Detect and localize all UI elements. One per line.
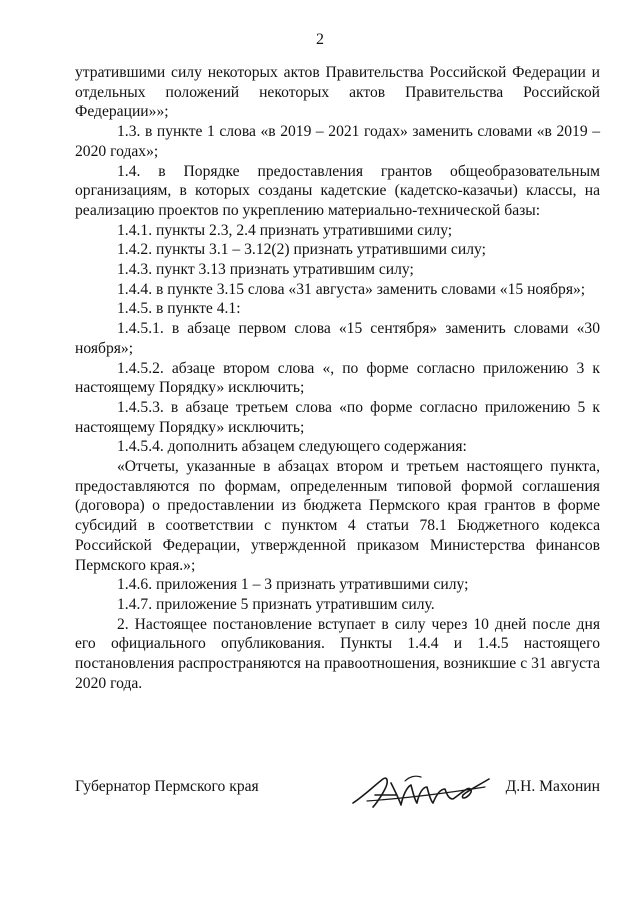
paragraph-1-4-3: 1.4.3. пункт 3.13 признать утратившим силу; bbox=[117, 261, 414, 279]
paragraph-1-4-5-4: 1.4.5.4. дополнить абзацем следующего содержания: bbox=[117, 438, 467, 456]
paragraph-2: 2. Настоящее постановление вступает в силу через 10 дней после дня его официального опубликования. Пункты 1.4.4 и 1.4.5 настоящего постановления распространяются на правоотношения, возникшие с 31 августа 2020 года. bbox=[75, 615, 600, 692]
paragraph-1-4-7: 1.4.7. приложение 5 признать утратившим силу. bbox=[117, 595, 435, 613]
handwritten-signature bbox=[345, 765, 495, 815]
signatory-position: Губернатор Пермского края bbox=[75, 778, 259, 795]
signatory-name: Д.Н. Махонин bbox=[505, 778, 600, 795]
paragraph-1-3: 1.3. в пункте 1 слова «в 2019 – 2021 годах» заменить словами «в 2019 – 2020 годах»; bbox=[75, 123, 600, 160]
paragraph-1-4-5-1: 1.4.5.1. в абзаце первом слова «15 сентября» заменить словами «30 ноября»; bbox=[75, 320, 600, 357]
paragraph-1: утратившими силу некоторых актов Правительства Российской Федерации и отдельных положений некоторых актов Правительства Российской Федерации»»; bbox=[75, 64, 600, 121]
paragraph-1-4-5: 1.4.5. в пункте 4.1: bbox=[117, 300, 241, 318]
page-number: 2 bbox=[316, 31, 324, 48]
document-body bbox=[75, 63, 600, 694]
paragraph-1-4-4: 1.4.4. в пункте 3.15 слова «31 августа» заменить словами «15 ноября»; bbox=[117, 280, 586, 298]
paragraph-1-4-6: 1.4.6. приложения 1 – 3 признать утратившими силу; bbox=[117, 576, 469, 594]
paragraph-1-4-5-2: 1.4.5.2. абзаце втором слова «, по форме согласно приложению 3 к настоящему Порядку» исключить; bbox=[75, 359, 600, 397]
signature-block bbox=[75, 765, 600, 815]
paragraph-1-4-5-3: 1.4.5.3. в абзаце третьем слова «по форме согласно приложению 5 к настоящему Порядку» исключить; bbox=[75, 398, 600, 436]
paragraph-1-4: 1.4. в Порядке предоставления грантов общеобразовательным организациям, в которых созданы кадетские (кадетско-казачьи) классы, на реализацию проектов по укреплению материально-технической базы: bbox=[75, 162, 600, 219]
paragraph-1-4-1: 1.4.1. пункты 2.3, 2.4 признать утратившими силу; bbox=[117, 221, 453, 239]
paragraph-1-4-2: 1.4.2. пункты 3.1 – 3.12(2) признать утратившими силу; bbox=[117, 241, 486, 259]
paragraph-quoted-addition: «Отчеты, указанные в абзацах втором и третьем настоящего пункта, предоставляются по формам, определенным типовой формой соглашения (договора) о предоставлении из бюджета Пермского края грантов в форме субсидий в соответствии с пунктом 4 статьи 78.1 Бюджетного кодекса Российской Федерации, утвержденной приказом Министерства финансов Пермского края.»; bbox=[75, 458, 600, 574]
